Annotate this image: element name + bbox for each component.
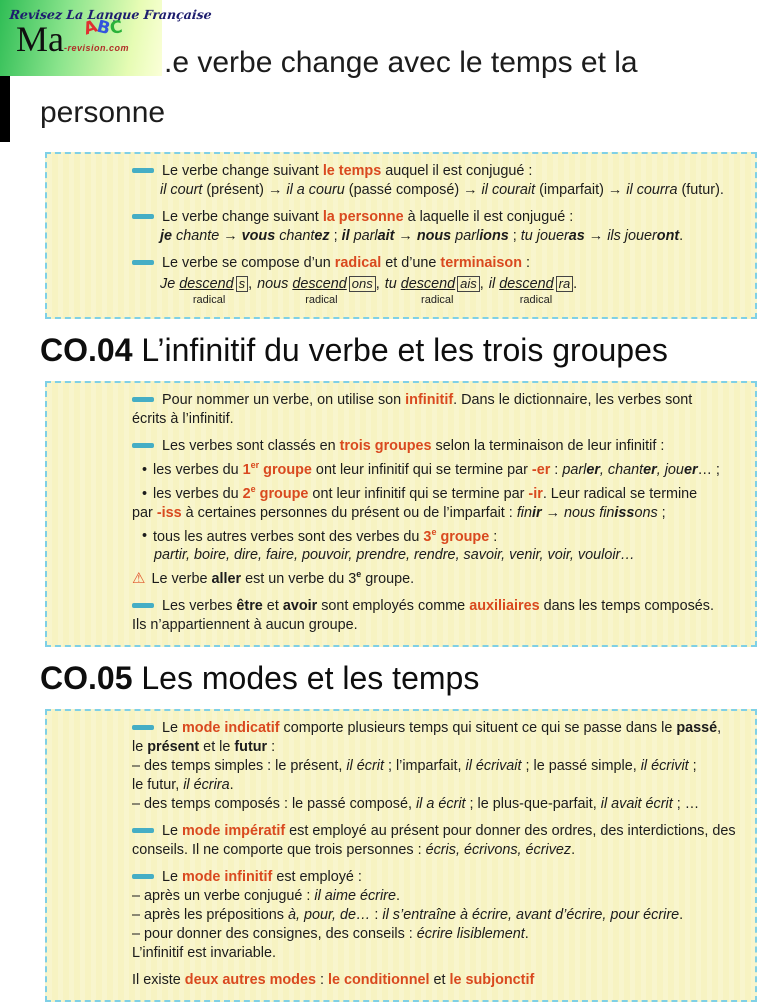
- text-segment: 2: [242, 485, 251, 502]
- text-segment: le futur,: [132, 777, 184, 794]
- heading-title: Les modes et les temps: [132, 660, 480, 697]
- text-segment: il écrivit: [640, 758, 689, 775]
- text-segment: – après les prépositions: [132, 907, 288, 924]
- text-segment: il écrira: [183, 777, 230, 794]
- dash-icon: [132, 214, 154, 219]
- text-segment: mode indicatif: [182, 720, 280, 737]
- text-segment: Ils n’appartiennent à aucun groupe.: [132, 617, 358, 634]
- dash-icon: [132, 828, 154, 833]
- text-segment: Le: [162, 720, 183, 737]
- text-line: [132, 887, 749, 906]
- text-segment: il courait: [481, 182, 536, 198]
- text-segment: e: [356, 569, 362, 580]
- text-line: [132, 227, 749, 246]
- radical-label: radical: [421, 294, 454, 306]
- text-segment: Les verbes: [162, 598, 237, 615]
- paragraph: [132, 208, 749, 246]
- text-segment: (futur).: [677, 182, 724, 198]
- paragraph: [132, 523, 749, 566]
- section-heading: [40, 659, 757, 697]
- text-segment: et d’une: [381, 255, 441, 271]
- text-segment: parl: [562, 461, 587, 478]
- verb-ending: ons: [349, 276, 376, 292]
- radical-unit: [257, 275, 380, 307]
- text-segment: ont: [656, 228, 680, 244]
- paragraph: [132, 437, 749, 456]
- text-segment: e: [250, 483, 256, 494]
- text-segment: ir: [532, 504, 542, 521]
- text-segment: infinitif: [405, 392, 454, 408]
- text-line: [132, 757, 749, 776]
- text-segment: ; le passé simple,: [521, 758, 641, 775]
- text-line: [132, 181, 749, 200]
- text-segment: .: [524, 926, 529, 943]
- text-segment: il a couru: [286, 182, 345, 198]
- text-segment: er: [643, 461, 657, 478]
- text-line: [132, 822, 749, 841]
- logo-site-url: -revision.com: [64, 43, 130, 53]
- text-segment: est un verbe du 3: [241, 571, 357, 588]
- text-segment: , jou: [656, 461, 684, 478]
- text-segment: tu jouer: [520, 228, 569, 244]
- text-segment: le temps: [322, 163, 382, 179]
- text-segment: ,: [717, 720, 722, 737]
- text-segment: →: [219, 228, 242, 244]
- text-segment: les verbes du: [153, 485, 243, 502]
- text-segment: aller: [211, 571, 242, 588]
- heading-title: L’infinitif du verbe et les trois groupes: [132, 332, 668, 368]
- text-segment: Le verbe: [151, 571, 212, 588]
- text-segment: ;: [657, 504, 666, 521]
- text-segment: – des temps composés : le passé composé,: [132, 796, 416, 813]
- text-segment: Le verbe change suivant: [162, 163, 323, 179]
- text-segment: présent: [147, 739, 200, 756]
- text-segment: Le: [162, 823, 183, 840]
- text-segment: il court: [160, 182, 203, 198]
- text-segment: 1: [242, 461, 251, 478]
- text-segment: comporte plusieurs temps qui situent ce qui se passe dans le: [279, 720, 677, 737]
- paragraph: [132, 597, 749, 635]
- bullet-icon: •: [142, 528, 148, 545]
- text-segment: mode infinitif: [182, 869, 273, 886]
- text-segment: groupe.: [361, 571, 415, 588]
- content: [40, 152, 757, 1002]
- text-segment: groupe: [436, 528, 490, 545]
- scan-edge-artifact: [0, 76, 10, 142]
- text-segment: Le verbe se compose d’un: [162, 255, 335, 271]
- radical-unit: [385, 275, 484, 307]
- text-segment: ions: [479, 228, 509, 244]
- verb-stem: descend: [179, 276, 234, 292]
- radical-label: radical: [519, 294, 553, 306]
- text-segment: 3: [423, 528, 432, 545]
- text-segment: … ;: [697, 461, 720, 478]
- text-segment: les verbes du: [153, 461, 243, 478]
- text-segment: est employé :: [272, 869, 362, 886]
- text-line: [132, 480, 749, 504]
- text-segment: →: [394, 228, 417, 244]
- text-segment: ont leur infinitif qui se termine par: [308, 485, 529, 502]
- text-segment: e: [431, 526, 437, 537]
- radical-word: [489, 275, 577, 294]
- text-segment: ; …: [672, 796, 700, 813]
- text-segment: écris, écrivons, écrivez: [425, 842, 572, 859]
- paragraph: [132, 456, 749, 480]
- verb-ending: ra: [556, 276, 574, 292]
- text-segment: il écrivait: [465, 758, 522, 775]
- text-segment: .: [395, 888, 400, 905]
- logo-letter-c: C: [108, 17, 124, 39]
- text-segment: le subjonctif: [449, 972, 535, 989]
- punctuation: ,: [479, 276, 484, 292]
- radical-word: [257, 275, 380, 294]
- text-segment: -er: [531, 461, 551, 478]
- text-segment: er: [586, 461, 600, 478]
- radical-unit: [489, 275, 577, 307]
- text-line: [132, 437, 749, 456]
- page-title-line2: personne: [40, 96, 166, 129]
- heading-code: CO.05: [40, 660, 133, 697]
- page-title-line1: .e verbe change avec le temps et la: [164, 46, 638, 79]
- text-segment: ont leur infinitif qui se termine par: [311, 461, 532, 478]
- text-segment: vous: [241, 228, 276, 244]
- text-segment: →: [584, 228, 608, 244]
- text-segment: il courra: [626, 182, 678, 198]
- pronoun: Je: [160, 276, 180, 292]
- paragraph: [132, 391, 749, 429]
- site-logo: [0, 0, 213, 76]
- text-segment: et: [429, 972, 450, 989]
- text-segment: à certaines personnes du présent ou de l’imparfait :: [181, 504, 517, 521]
- text-segment: . Dans le dictionnaire, les verbes sont: [453, 392, 693, 408]
- dash-icon: [132, 397, 154, 402]
- text-segment: Pour nommer un verbe, on utilise son: [162, 392, 406, 408]
- text-segment: Les verbes sont classés en: [162, 438, 340, 454]
- text-segment: :: [550, 461, 563, 478]
- text-segment: ait: [377, 228, 395, 244]
- text-segment: parl: [451, 228, 480, 244]
- verb-ending: s: [236, 276, 249, 292]
- text-segment: :: [315, 972, 328, 989]
- text-line: [132, 925, 749, 944]
- text-line: [132, 971, 749, 990]
- text-segment: .: [229, 777, 234, 794]
- text-segment: (passé composé) →: [344, 182, 482, 198]
- text-segment: il a écrit: [415, 796, 466, 813]
- pronoun: nous: [257, 276, 293, 292]
- text-segment: ;: [329, 228, 342, 244]
- text-segment: il avait écrit: [600, 796, 673, 813]
- text-line: [132, 616, 749, 635]
- text-segment: (imparfait) →: [535, 182, 627, 198]
- verb-stem: descend: [499, 276, 554, 292]
- pronoun: il: [488, 276, 500, 292]
- text-segment: avoir: [282, 598, 318, 615]
- paragraph: [132, 162, 749, 200]
- text-line: [132, 456, 749, 480]
- paragraph: [132, 254, 749, 307]
- text-segment: Le: [162, 869, 183, 886]
- text-segment: , chant: [599, 461, 644, 478]
- text-segment: il écrit: [346, 758, 384, 775]
- text-segment: est employé au présent pour donner des ordres, des interdictions, des: [285, 823, 736, 840]
- text-line: [132, 162, 749, 181]
- bullet-icon: •: [142, 485, 148, 502]
- text-segment: Il existe: [132, 972, 185, 989]
- dash-icon: [132, 260, 154, 265]
- info-box: [45, 381, 757, 647]
- text-segment: ; l’imparfait,: [383, 758, 466, 775]
- text-line: [132, 523, 749, 547]
- info-box: [45, 152, 757, 319]
- logo-abc-text: [81, 16, 124, 40]
- text-segment: ; le plus-que-parfait,: [465, 796, 601, 813]
- text-segment: Le verbe change suivant: [162, 209, 323, 225]
- pronoun: tu: [384, 276, 401, 292]
- text-segment: as: [568, 228, 585, 244]
- text-segment: – après un verbe conjugué :: [132, 888, 315, 905]
- text-segment: tous les autres verbes sont des verbes du: [153, 528, 424, 545]
- text-segment: mode impératif: [182, 823, 286, 840]
- text-segment: :: [370, 907, 383, 924]
- paragraph: [132, 868, 749, 963]
- punctuation: .: [573, 276, 578, 292]
- text-segment: – des temps simples : le présent,: [132, 758, 347, 775]
- text-line: [132, 868, 749, 887]
- text-line: [132, 565, 749, 589]
- text-segment: être: [236, 598, 263, 615]
- radical-label: radical: [192, 294, 226, 306]
- logo-letter-a: A: [81, 16, 100, 40]
- text-segment: :: [267, 739, 276, 756]
- text-segment: :: [522, 255, 530, 271]
- text-segment: – pour donner des consignes, des conseils :: [132, 926, 417, 943]
- text-segment: la personne: [322, 209, 404, 225]
- text-segment: ils jouer: [607, 228, 657, 244]
- paragraph: [132, 719, 749, 814]
- text-segment: radical: [334, 255, 382, 271]
- text-segment: selon la terminaison de leur infinitif :: [431, 438, 665, 454]
- text-segment: le: [132, 739, 148, 756]
- text-segment: ons: [634, 504, 658, 521]
- text-segment: à, pour, de…: [288, 907, 371, 924]
- text-line: [132, 597, 749, 616]
- logo-ma-text: Ma: [16, 19, 64, 59]
- radical-demo-line: [132, 275, 749, 307]
- section-heading: [40, 331, 757, 369]
- text-line: [132, 546, 749, 565]
- text-segment: écrits à l’infinitif.: [132, 411, 234, 427]
- dash-icon: [132, 168, 154, 173]
- radical-unit: [160, 275, 252, 307]
- dash-icon: [132, 874, 154, 879]
- text-segment: →: [541, 504, 565, 521]
- text-segment: nous: [416, 228, 452, 244]
- text-line: [132, 795, 749, 814]
- text-segment: er: [250, 460, 260, 470]
- paragraph: [132, 822, 749, 860]
- text-segment: et: [262, 598, 283, 615]
- bullet-icon: •: [142, 461, 148, 478]
- text-line: [132, 410, 749, 429]
- verb-stem: descend: [292, 276, 347, 292]
- text-segment: auquel il est conjugué :: [381, 163, 533, 179]
- text-segment: groupe: [255, 485, 309, 502]
- text-line: [132, 208, 749, 227]
- text-segment: ez: [314, 228, 330, 244]
- text-line: [132, 719, 749, 738]
- heading-code: CO.04: [40, 332, 133, 368]
- text-segment: ;: [688, 758, 697, 775]
- text-line: [132, 906, 749, 925]
- text-segment: le conditionnel: [327, 972, 430, 989]
- text-line: [132, 254, 749, 273]
- text-segment: dans les temps composés.: [539, 598, 714, 615]
- text-segment: chant: [275, 228, 315, 244]
- warning-icon: ⚠: [132, 570, 146, 588]
- text-segment: .: [679, 907, 684, 924]
- text-line: [132, 776, 749, 795]
- radical-word: [385, 275, 484, 294]
- text-segment: (présent) →: [202, 182, 287, 198]
- punctuation: ,: [248, 276, 253, 292]
- paragraph: [132, 480, 749, 523]
- text-segment: auxiliaires: [469, 598, 540, 615]
- text-segment: iss: [614, 504, 635, 521]
- text-segment: .: [571, 842, 576, 859]
- text-segment: parl: [349, 228, 378, 244]
- text-segment: fin: [516, 504, 533, 521]
- punctuation: ,: [375, 276, 380, 292]
- paragraph: [132, 565, 749, 589]
- logo-letter-b: B: [94, 16, 113, 40]
- text-segment: ;: [508, 228, 521, 244]
- text-line: [132, 391, 749, 410]
- text-segment: futur: [234, 739, 268, 756]
- text-segment: passé: [676, 720, 718, 737]
- text-segment: . Leur radical se termine: [542, 485, 698, 502]
- dash-icon: [132, 603, 154, 608]
- dash-icon: [132, 725, 154, 730]
- radical-word: [160, 275, 252, 294]
- paragraph: [132, 971, 749, 990]
- text-segment: nous fin: [564, 504, 615, 521]
- text-segment: deux autres modes: [184, 972, 316, 989]
- text-line: [132, 841, 749, 860]
- text-segment: sont employés comme: [317, 598, 470, 615]
- text-line: [132, 738, 749, 757]
- text-line: [132, 944, 749, 963]
- text-segment: à laquelle il est conjugué :: [403, 209, 574, 225]
- text-segment: -ir: [528, 485, 543, 502]
- text-segment: trois groupes: [339, 438, 432, 454]
- text-segment: L’infinitif est invariable.: [132, 945, 276, 962]
- text-segment: il: [341, 228, 350, 244]
- dash-icon: [132, 443, 154, 448]
- logo-script-text: Revisez La Langue Française: [8, 7, 213, 22]
- verb-stem: descend: [400, 276, 456, 292]
- text-segment: par: [132, 504, 157, 521]
- text-segment: groupe: [259, 461, 312, 478]
- text-segment: il aime écrire: [314, 888, 396, 905]
- text-segment: partir, boire, dire, faire, pouvoir, prendre, rendre, savoir, venir, voir, vouloir…: [154, 547, 635, 564]
- text-segment: je: [160, 228, 173, 244]
- info-box: [45, 709, 757, 1002]
- text-segment: .: [679, 228, 684, 244]
- text-segment: terminaison: [440, 255, 522, 271]
- text-segment: :: [489, 528, 498, 545]
- text-line: [132, 504, 749, 523]
- text-segment: er: [683, 461, 698, 478]
- text-segment: il s’entraîne à écrire, avant d’écrire, pour écrire: [382, 907, 680, 924]
- text-segment: et le: [199, 739, 235, 756]
- radical-label: radical: [305, 294, 338, 306]
- verb-ending: ais: [457, 276, 480, 292]
- text-segment: chante: [172, 228, 220, 244]
- text-segment: écrire lisiblement: [416, 926, 525, 943]
- text-segment: conseils. Il ne comporte que trois personnes :: [132, 842, 426, 859]
- text-segment: -iss: [156, 504, 182, 521]
